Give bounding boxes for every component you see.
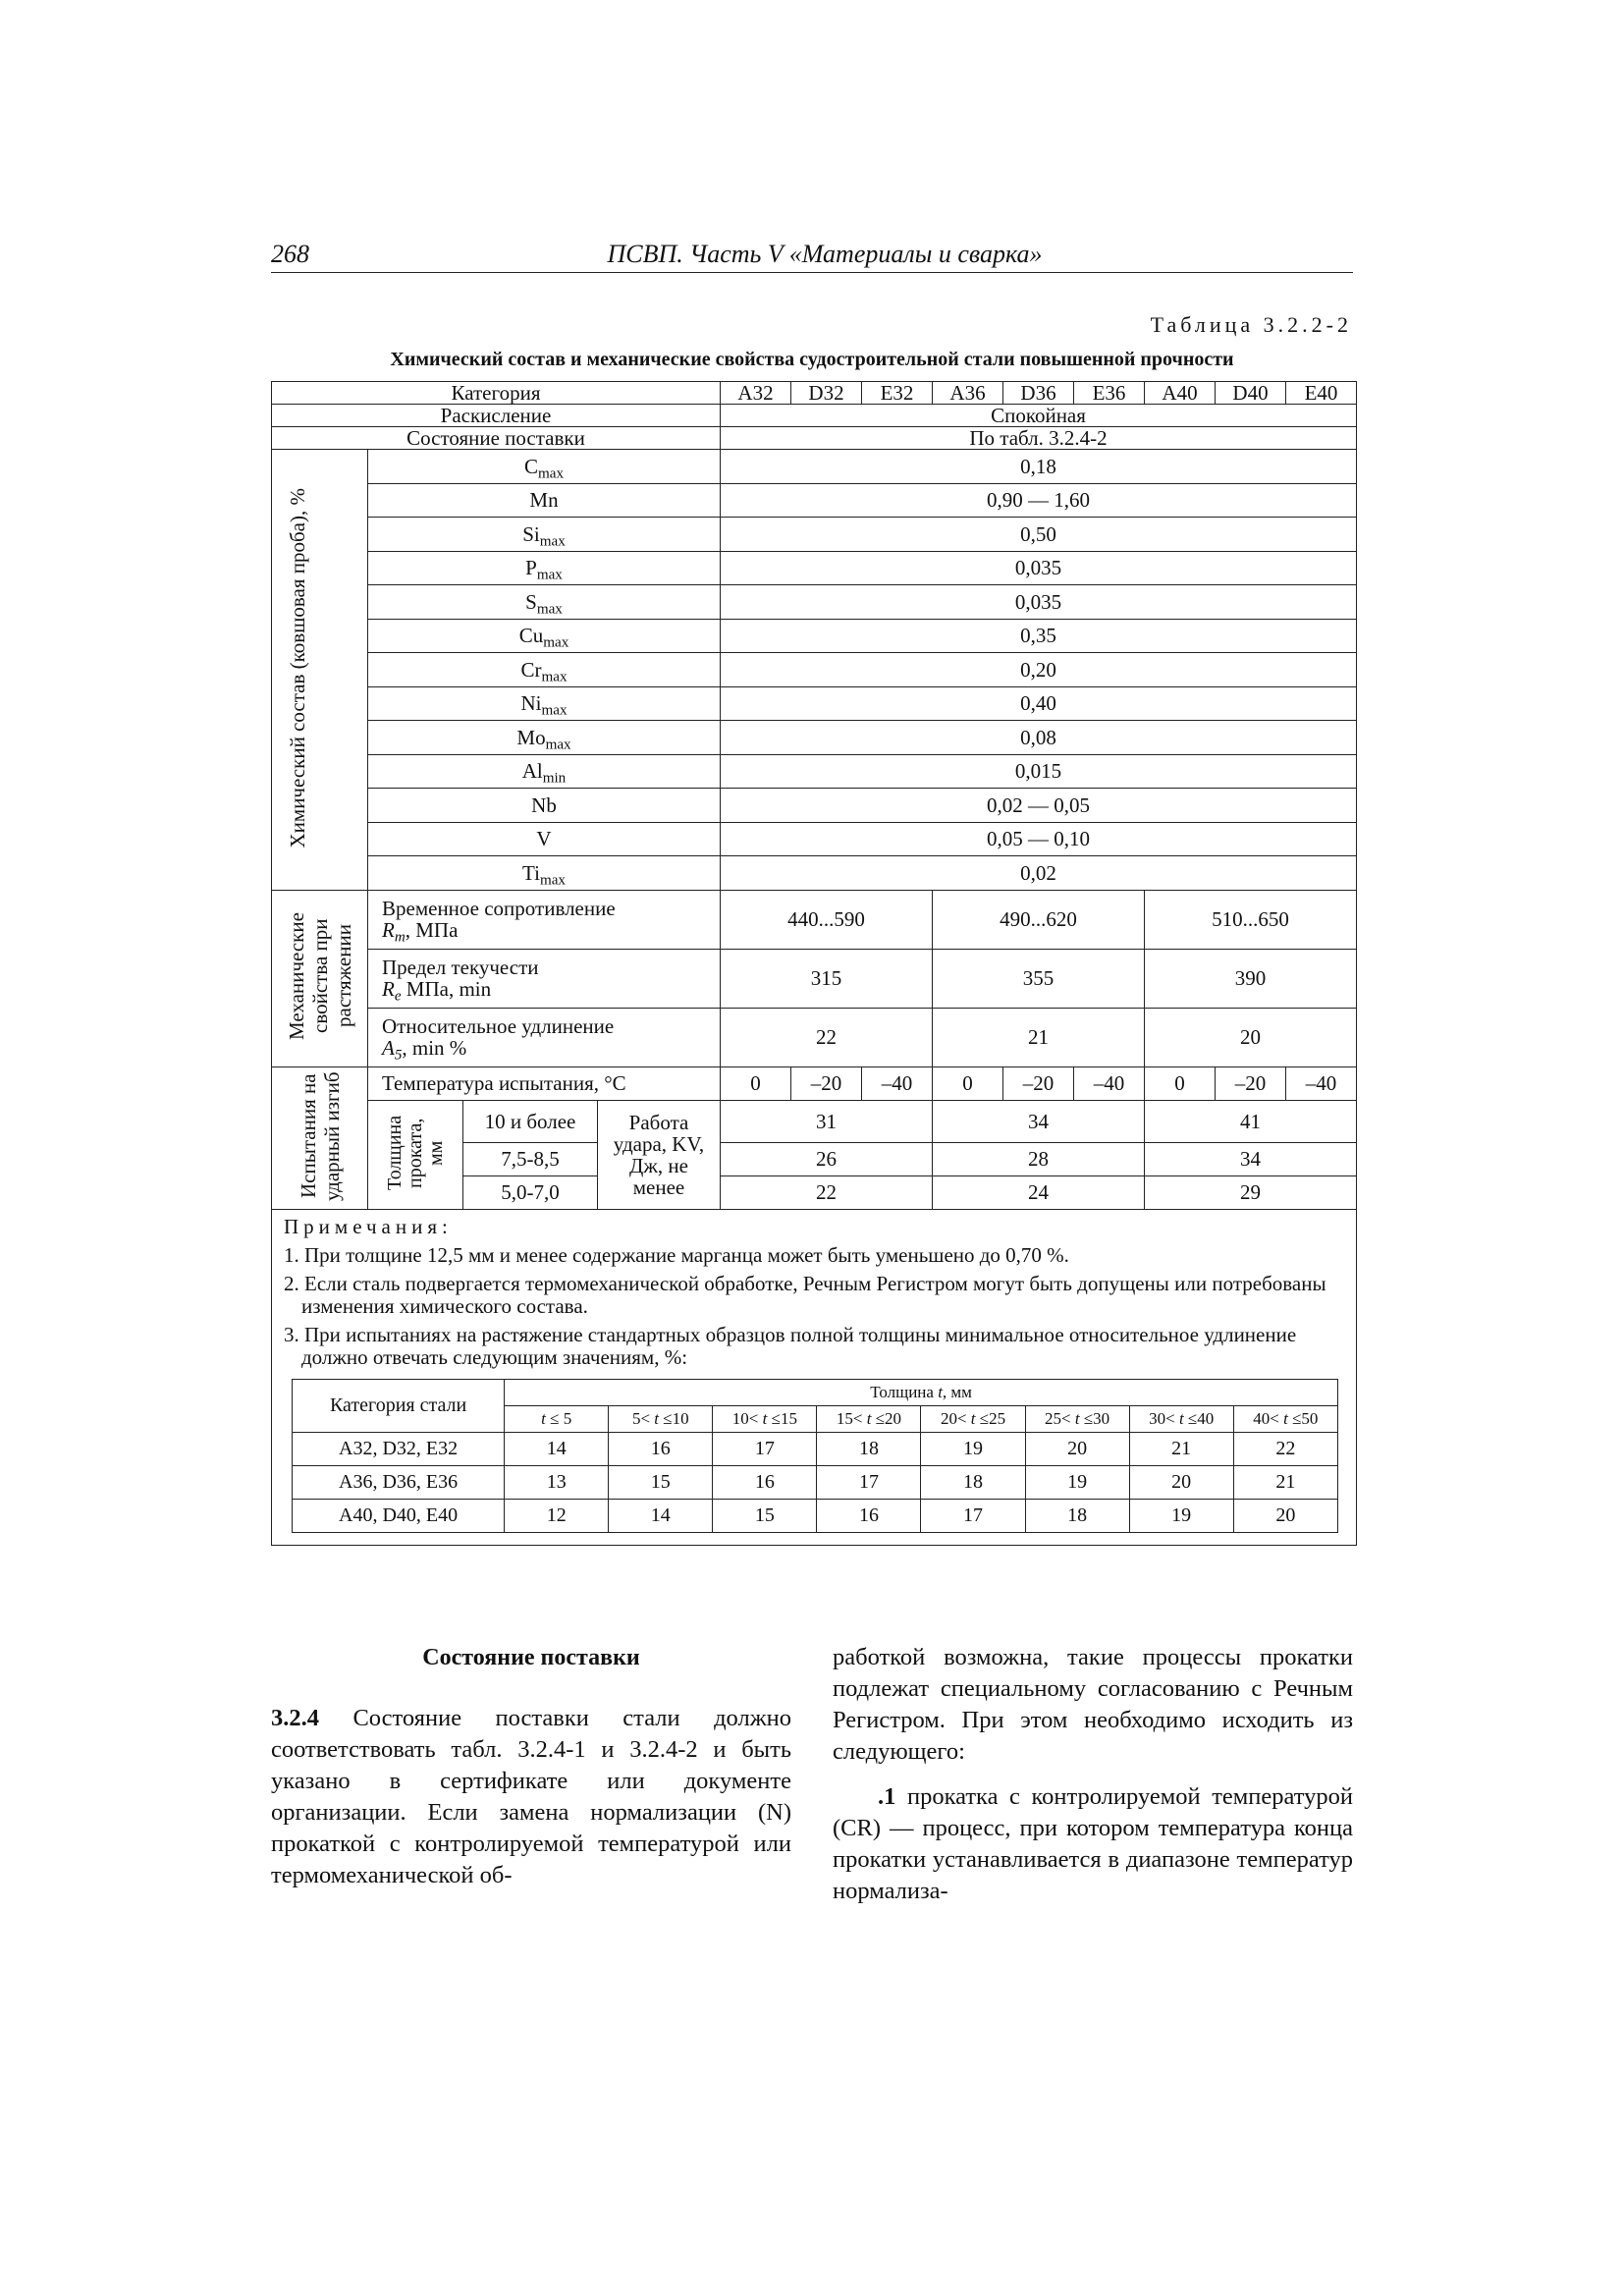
note-item: 3. При испытаниях на растяжение стандартных образцов полной толщины минимальное относительное удлинение должно отвечать следующим значениям, %: [284,1322,1297,1369]
elongation-value: 19 [1025,1465,1129,1499]
element-value: 0,02 — 0,05 [721,789,1357,823]
element-symbol: V [536,827,552,851]
thickness-group-cell [368,1100,463,1209]
property-unit [382,1036,716,1064]
element-value: 0,02 [721,856,1357,891]
mech-value: 22 [721,1008,933,1066]
element-subscript: max [539,533,566,550]
thickness-range: 30< t ≤40 [1129,1405,1233,1432]
mech-value: 490...620 [933,890,1145,949]
thickness-range: 25< t ≤30 [1025,1405,1129,1432]
element-name [368,619,721,653]
temperature-value: –20 [1003,1066,1074,1100]
item-number: .1 [878,1783,896,1810]
property-subscript: m [394,929,406,946]
elongation-value: 17 [921,1499,1025,1532]
element-name [368,721,721,755]
category-header: D36 [1003,382,1074,405]
table-row [272,890,1357,949]
element-subscript: max [541,669,568,685]
table-row [272,551,1357,585]
element-name [368,686,721,721]
temperature-value: 0 [933,1066,1003,1100]
category-header: E36 [1074,382,1145,405]
elongation-value: 19 [921,1432,1025,1465]
table-row [272,686,1357,721]
mech-value: 315 [721,949,933,1008]
steel-category: A32, D32, E32 [293,1432,505,1465]
mech-property [368,1008,721,1066]
element-value: 0,90 — 1,60 [721,483,1357,518]
element-symbol: Al [521,759,543,784]
elongation-value: 14 [505,1432,609,1465]
table-row [272,856,1357,891]
table-row [272,653,1357,687]
paragraph-3-2-4 [271,1703,791,1891]
property-name: Временное сопротивление [382,897,616,920]
elongation-value: 20 [1129,1465,1233,1499]
table-row [272,1008,1357,1066]
element-value: 0,35 [721,619,1357,653]
table-row [272,518,1357,552]
mech-value: 20 [1145,1008,1357,1066]
category-header: E40 [1286,382,1357,405]
element-value: 0,50 [721,518,1357,552]
table-row [272,1100,1357,1142]
mech-value: 440...590 [721,890,933,949]
element-name [368,856,721,891]
elongation-value: 19 [1129,1499,1233,1532]
property-unit-text: МПа, min [401,977,492,1001]
notes-heading: Примечания: [284,1214,453,1238]
element-subscript: max [536,601,563,618]
impact-value: 22 [721,1175,933,1209]
element-value: 0,05 — 0,10 [721,822,1357,856]
elongation-value: 16 [817,1499,921,1532]
paragraph-item-1 [833,1781,1353,1907]
paragraph-continued: работкой возможна, такие процессы прокатки подлежат специальному согласованию с Речным Регистром. При этом необходимо исходить из следующего: [833,1644,1353,1765]
thickness-header [505,1379,1338,1405]
temperature-value: –40 [862,1066,933,1100]
element-name [368,822,721,856]
steel-category-header: Категория стали [293,1379,505,1432]
thickness-value: 5,0-7,0 [463,1175,598,1209]
element-symbol: Ti [522,860,540,885]
table-row [272,483,1357,518]
elongation-value: 18 [817,1432,921,1465]
note-item: 1. При толщине 12,5 мм и менее содержание марганца может быть уменьшено до 0,70 %. [284,1242,1069,1267]
table-row [272,721,1357,755]
chem-group-cell [272,450,368,891]
elongation-value: 21 [1233,1465,1337,1499]
table-row [272,789,1357,823]
impact-value: 26 [721,1142,933,1175]
element-value: 0,035 [721,585,1357,620]
elongation-table [292,1379,1338,1533]
property-symbol: A [382,1036,395,1060]
temperature-value: 0 [1145,1066,1216,1100]
element-symbol: Nb [531,793,557,817]
element-subscript: max [543,634,569,651]
element-subscript: max [538,465,565,482]
element-value: 0,40 [721,686,1357,721]
element-symbol: Mn [529,488,559,513]
deoxidation-value: Спокойная [721,405,1357,427]
elongation-value: 16 [609,1432,713,1465]
element-symbol: S [525,589,537,614]
thickness-range: 40< t ≤50 [1233,1405,1337,1432]
deoxidation-label: Раскисление [272,405,721,427]
elongation-value: 18 [1025,1499,1129,1532]
table-row [272,405,1357,427]
impact-value: 41 [1145,1100,1357,1142]
property-symbol: R [382,918,395,942]
table-row [272,585,1357,620]
element-value: 0,015 [721,754,1357,789]
thickness-label: Толщина проката, мм [383,1115,447,1190]
element-value: 0,08 [721,721,1357,755]
element-symbol: P [525,556,537,580]
element-name [368,789,721,823]
element-name [368,483,721,518]
table-row [293,1379,1338,1405]
temperature-value: –40 [1074,1066,1145,1100]
running-title: ПСВП. Часть V «Материалы и сварка» [607,240,1043,268]
table-row [272,1209,1357,1545]
mech-value: 355 [933,949,1145,1008]
elongation-value: 21 [1129,1432,1233,1465]
item-text: прокатка с контролируемой температурой (CR) — процесс, при котором температура конца прокатки устанавливается в диапазоне температур нормализа- [833,1783,1353,1904]
category-label: Категория [272,382,721,405]
temperature-value: 0 [721,1066,791,1100]
elongation-value: 15 [713,1499,817,1532]
property-name: Относительное удлинение [382,1014,615,1038]
table-row [272,822,1357,856]
table-row [272,427,1357,450]
steel-category: A36, D36, E36 [293,1465,505,1499]
steel-category: A40, D40, E40 [293,1499,505,1532]
element-name [368,551,721,585]
table-row [272,754,1357,789]
elongation-value: 13 [505,1465,609,1499]
impact-value: 34 [933,1100,1145,1142]
property-unit [382,918,716,946]
property-subscript: e [394,988,402,1005]
right-column [833,1642,1353,1907]
element-value: 0,20 [721,653,1357,687]
impact-work-label: Работа удара, KV, Дж, не менее [598,1100,721,1209]
elongation-value: 14 [609,1499,713,1532]
mech-group-cell [272,890,368,1066]
element-symbol: Mo [516,725,546,749]
supply-label: Состояние поставки [272,427,721,450]
thickness-value: 7,5-8,5 [463,1142,598,1175]
mech-group-label: Механические свойства при растяжении [284,912,355,1040]
elongation-value: 20 [1233,1499,1337,1532]
elongation-value: 22 [1233,1432,1337,1465]
element-name [368,754,721,789]
note-item: 2. Если сталь подвергается термомеханической обработке, Речным Регистром могут быть допущены или потребованы изменения химического состава. [284,1271,1326,1318]
impact-value: 24 [933,1175,1145,1209]
notes-cell [272,1209,1357,1545]
category-header: E32 [862,382,933,405]
element-subscript: max [545,737,571,753]
category-header: A32 [721,382,791,405]
element-value: 0,18 [721,450,1357,484]
element-value: 0,035 [721,551,1357,585]
elongation-value: 16 [713,1465,817,1499]
property-name: Предел текучести [382,956,539,979]
element-name [368,585,721,620]
element-name [368,518,721,552]
properties-table [271,381,1357,1546]
property-symbol: R [382,977,395,1001]
elongation-value: 17 [713,1432,817,1465]
mech-value: 390 [1145,949,1357,1008]
element-symbol: Ni [520,691,542,716]
property-subscript: 5 [394,1047,403,1064]
table-row [293,1465,1338,1499]
elongation-value: 15 [609,1465,713,1499]
table-row [272,450,1357,484]
category-header: D32 [791,382,862,405]
elongation-value: 20 [1025,1432,1129,1465]
table-row [293,1499,1338,1532]
chem-group-label: Химический состав (ковшовая проба), % [285,487,309,847]
element-symbol: Si [522,521,540,546]
temperature-value: –20 [791,1066,862,1100]
table-label: Таблица 3.2.2-2 [1150,312,1352,337]
table-row [272,1066,1357,1100]
impact-value: 28 [933,1142,1145,1175]
table-row [272,619,1357,653]
section-heading: Состояние поставки [422,1645,640,1670]
element-symbol: Cr [520,657,542,682]
impact-value: 29 [1145,1175,1357,1209]
thickness-range: 20< t ≤25 [921,1405,1025,1432]
property-unit [382,977,716,1005]
element-symbol: C [523,454,538,478]
header-rule [271,272,1353,273]
elongation-value: 17 [817,1465,921,1499]
category-header: A36 [933,382,1003,405]
mech-value: 510...650 [1145,890,1357,949]
temperature-value: –20 [1216,1066,1286,1100]
table-row [272,949,1357,1008]
impact-group-cell [272,1066,368,1209]
property-unit-text: , min % [402,1036,467,1060]
element-subscript: min [542,770,567,787]
element-subscript: max [536,567,563,583]
thickness-range: t ≤ 5 [505,1405,609,1432]
elongation-value: 18 [921,1465,1025,1499]
thickness-range: 15< t ≤20 [817,1405,921,1432]
category-header: A40 [1145,382,1216,405]
mech-property [368,890,721,949]
elongation-value: 12 [505,1499,609,1532]
element-name [368,450,721,484]
impact-value: 31 [721,1100,933,1142]
thickness-value: 10 и более [463,1100,598,1142]
impact-value: 34 [1145,1142,1357,1175]
element-subscript: max [539,872,566,889]
mech-property [368,949,721,1008]
thickness-range: 5< t ≤10 [609,1405,713,1432]
table-row [293,1432,1338,1465]
thickness-range: 10< t ≤15 [713,1405,817,1432]
paragraph-text: Состояние поставки стали должно соответствовать табл. 3.2.4-1 и 3.2.4-2 и быть указано в сертификате или документе организации. Если замена нормализации (N) прокаткой с контролируемой температурой или термомеханической об- [271,1705,791,1888]
temperature-value: –40 [1286,1066,1357,1100]
thickness-header-text: Толщина t, мм [870,1382,972,1401]
paragraph-number: 3.2.4 [271,1705,319,1731]
mech-value: 21 [933,1008,1145,1066]
table-caption: Химический состав и механические свойства судостроительной стали повышенной прочности [390,349,1234,370]
property-unit-text: , МПа [405,918,459,942]
category-header: D40 [1216,382,1286,405]
element-subscript: max [541,702,568,719]
supply-value: По табл. 3.2.4-2 [721,427,1357,450]
left-column [271,1642,791,1891]
page-number: 268 [271,240,309,268]
element-name [368,653,721,687]
table-row [272,382,1357,405]
temperature-label: Температура испытания, °С [368,1066,721,1100]
element-symbol: Cu [518,624,544,648]
impact-group-label: Испытания на ударный изгиб [296,1070,344,1201]
